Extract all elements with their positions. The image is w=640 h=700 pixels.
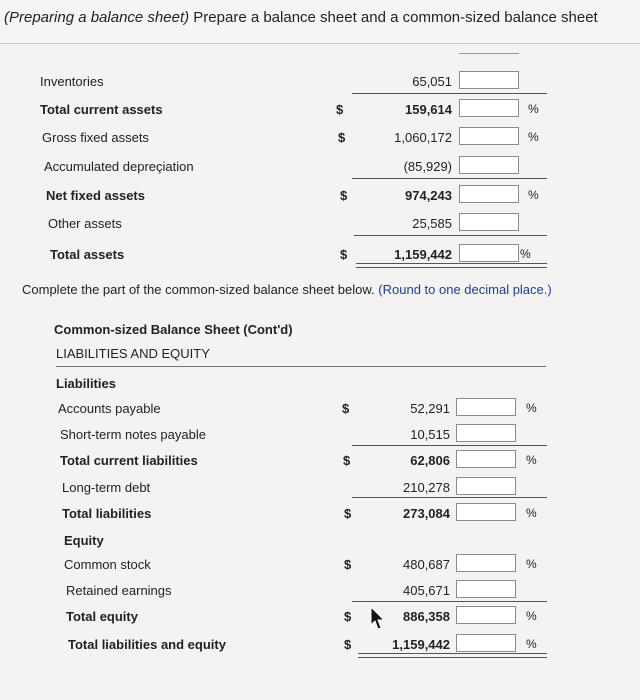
row-other-assets [0, 212, 640, 236]
row-short-term-notes [0, 423, 640, 447]
dollar-sign: $ [338, 130, 346, 145]
row-label: Total current liabilities [60, 453, 198, 468]
row-label: Long-term debt [62, 480, 151, 495]
dollar-sign: $ [336, 102, 344, 117]
row-label: Gross fixed assets [42, 130, 149, 145]
row-value: 210,278 [403, 480, 450, 495]
net-fixed-assets-percent-input[interactable] [459, 185, 519, 203]
row-label: Retained earnings [66, 583, 172, 598]
accounts-payable-percent-input[interactable] [456, 398, 516, 416]
row-value: 10,515 [410, 427, 450, 442]
row-total-current-liabilities [0, 449, 640, 473]
double-underline [356, 263, 547, 268]
row-total-current-assets [0, 98, 640, 122]
common-stock-percent-input[interactable] [456, 554, 516, 572]
problem-title: Prepare a balance sheet and a common-sized balance sheet [189, 9, 598, 26]
underline [354, 235, 547, 236]
row-label: Other assets [48, 216, 122, 231]
underline [352, 497, 547, 498]
column-top-line [459, 53, 519, 54]
section-heading [56, 346, 546, 367]
liabilities-label: Liabilities [56, 376, 116, 391]
row-value: 65,051 [412, 74, 452, 89]
percent-sign: % [526, 609, 537, 623]
row-label: Short-term notes payable [60, 427, 206, 442]
row-value: 159,614 [405, 102, 452, 117]
problem-topic: (Preparing a balance sheet) [4, 9, 190, 26]
row-accounts-payable [0, 397, 640, 421]
row-label: Net fixed assets [46, 188, 145, 203]
underline [352, 93, 547, 94]
row-accumulated-depreciation [0, 155, 640, 179]
row-value: 1,159,442 [392, 637, 450, 652]
row-value: 405,671 [403, 583, 450, 598]
dollar-sign: $ [340, 247, 348, 262]
underline [352, 178, 547, 179]
row-label: Total liabilities and equity [68, 637, 226, 652]
percent-sign: % [528, 102, 539, 116]
row-label: Accumulated depreçiation [44, 159, 194, 174]
dollar-sign: $ [343, 453, 351, 468]
double-underline [358, 653, 547, 658]
instruction-main: Complete the part of the common-sized balance sheet below. [22, 282, 375, 297]
percent-sign: % [520, 247, 531, 261]
row-label: Inventories [40, 74, 104, 89]
row-value: 25,585 [412, 216, 452, 231]
row-label: Common stock [64, 557, 151, 572]
row-label: Total liabilities [62, 506, 152, 521]
total-current-assets-percent-input[interactable] [459, 99, 519, 117]
row-label: Total assets [50, 247, 125, 262]
equity-label: Equity [64, 533, 104, 548]
total-current-liabilities-percent-input[interactable] [456, 450, 516, 468]
short-term-notes-percent-input[interactable] [456, 424, 516, 442]
accumulated-depreciation-percent-input[interactable] [459, 156, 519, 174]
percent-sign: % [528, 188, 539, 202]
total-assets-percent-input[interactable] [459, 244, 519, 262]
gross-fixed-assets-percent-input[interactable] [459, 127, 519, 145]
row-value: (85,929) [403, 159, 452, 174]
dollar-sign: $ [340, 188, 348, 203]
row-gross-fixed-assets [0, 126, 640, 150]
row-retained-earnings [0, 579, 640, 603]
underline [352, 601, 547, 602]
percent-sign: % [526, 637, 537, 651]
row-inventories [0, 70, 640, 94]
liabilities-equity-heading: LIABILITIES AND EQUITY [56, 346, 210, 361]
row-value: 886,358 [403, 609, 450, 624]
row-value: 480,687 [403, 557, 450, 572]
underline [352, 445, 547, 446]
dollar-sign: $ [344, 609, 352, 624]
row-net-fixed-assets [0, 184, 640, 208]
row-value: 62,806 [410, 453, 450, 468]
total-liabilities-equity-percent-input[interactable] [456, 634, 516, 652]
percent-sign: % [526, 401, 537, 415]
percent-sign: % [526, 506, 537, 520]
percent-sign: % [526, 557, 537, 571]
problem-header [0, 0, 640, 44]
instruction-text [22, 282, 552, 297]
row-value: 52,291 [410, 401, 450, 416]
inventories-percent-input[interactable] [459, 71, 519, 89]
row-label: Total equity [66, 609, 138, 624]
mouse-pointer-icon [370, 606, 390, 632]
percent-sign: % [526, 453, 537, 467]
total-liabilities-percent-input[interactable] [456, 503, 516, 521]
retained-earnings-percent-input[interactable] [456, 580, 516, 598]
rounding-note: (Round to one decimal place.) [378, 282, 552, 297]
row-label: Accounts payable [58, 401, 161, 416]
section-title: Common-sized Balance Sheet (Cont'd) [54, 322, 293, 337]
dollar-sign: $ [344, 506, 352, 521]
long-term-debt-percent-input[interactable] [456, 477, 516, 495]
row-value: 1,060,172 [394, 130, 452, 145]
row-total-equity [0, 605, 640, 629]
percent-sign: % [528, 130, 539, 144]
total-equity-percent-input[interactable] [456, 606, 516, 624]
other-assets-percent-input[interactable] [459, 213, 519, 231]
dollar-sign: $ [342, 401, 350, 416]
row-label: Total current assets [40, 102, 163, 117]
row-value: 273,084 [403, 506, 450, 521]
row-total-liabilities [0, 502, 640, 526]
row-value: 974,243 [405, 188, 452, 203]
dollar-sign: $ [344, 557, 352, 572]
row-value: 1,159,442 [394, 247, 452, 262]
dollar-sign: $ [344, 637, 352, 652]
row-common-stock [0, 553, 640, 577]
